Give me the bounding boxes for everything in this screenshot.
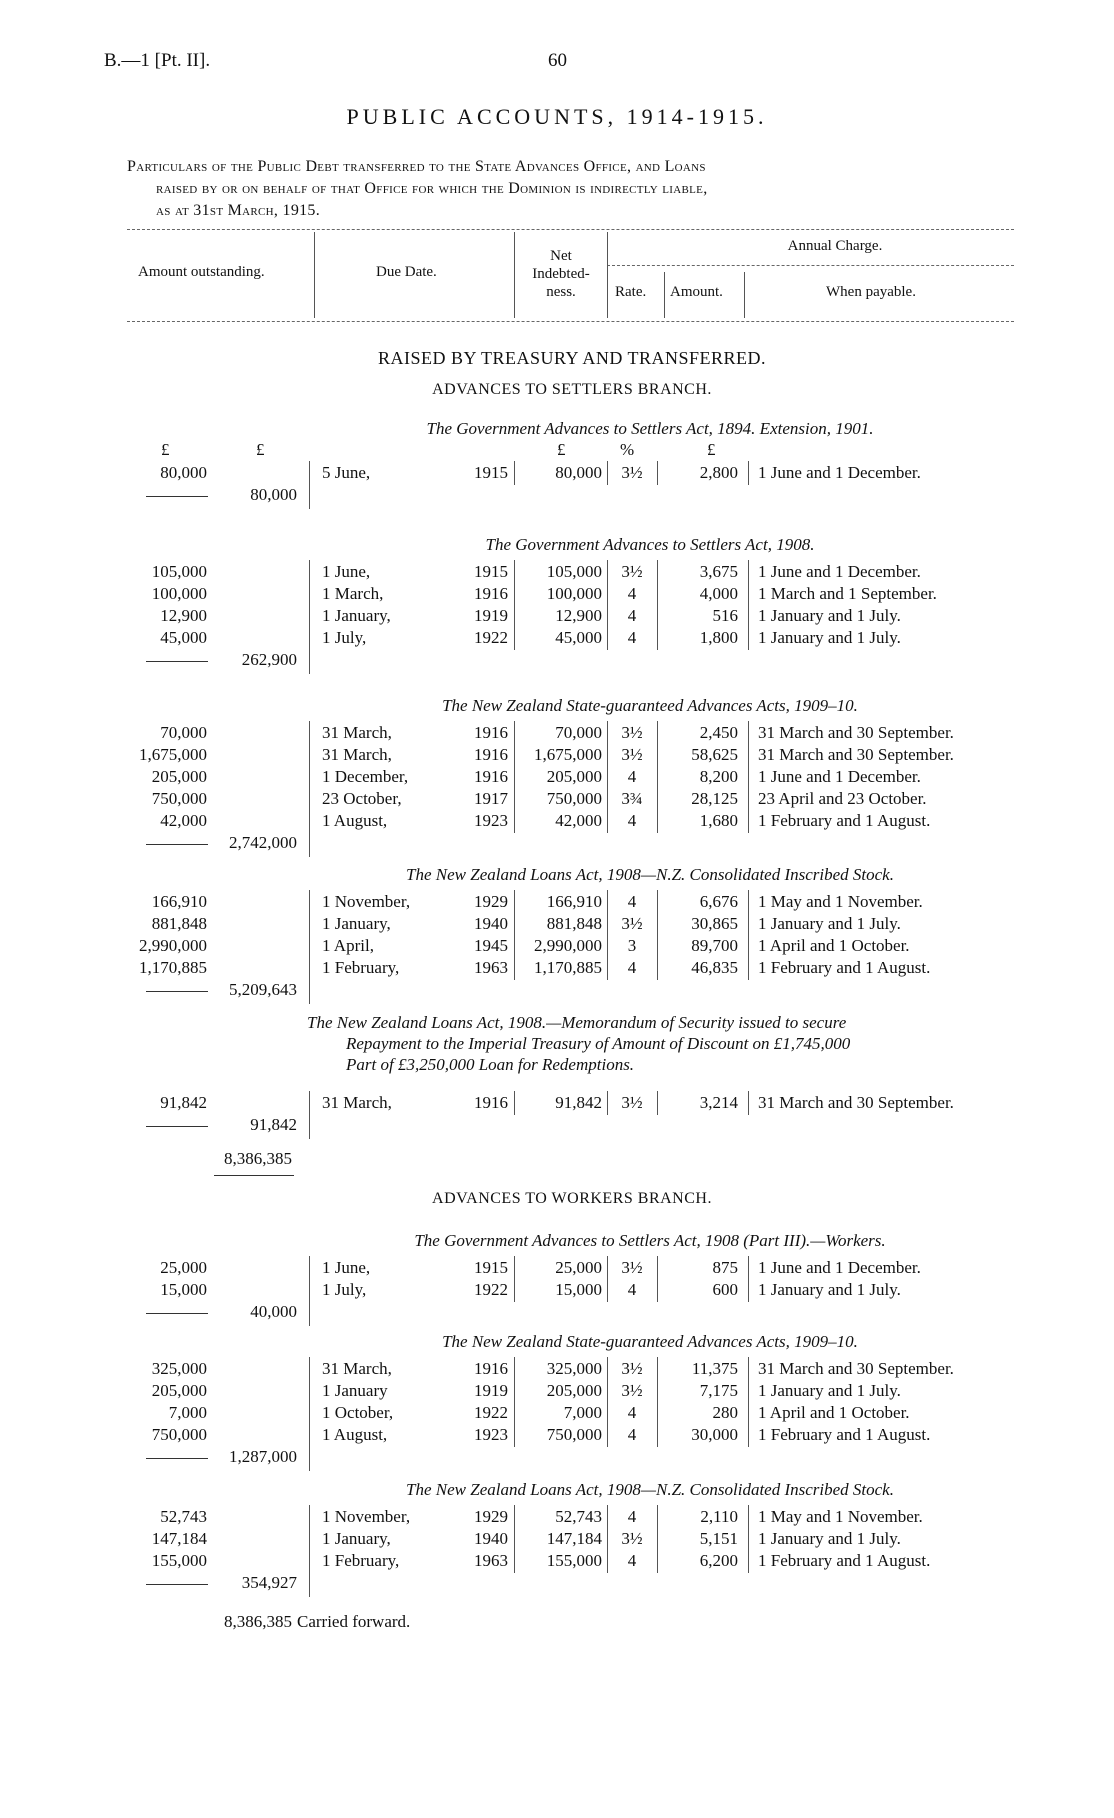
group-subtotal: 91,842 — [250, 1115, 297, 1134]
due-day: 1 January, — [322, 1529, 391, 1548]
column-rule — [748, 560, 749, 650]
interest-rate: 4 — [627, 628, 637, 647]
group-subtotal: 1,287,000 — [229, 1447, 297, 1466]
column-rule — [309, 1357, 310, 1471]
column-rule — [514, 1091, 515, 1115]
amount-outstanding: 881,848 — [151, 914, 207, 933]
column-rule — [657, 1256, 658, 1302]
when-payable: 23 April and 23 October. — [758, 789, 927, 808]
group-title: The Government Advances to Settlers Act, 1894. Extension, 1901. — [426, 419, 874, 438]
when-payable: 31 March and 30 September. — [758, 723, 954, 742]
due-day: 31 March, — [322, 723, 392, 742]
interest-rate: 4 — [627, 1507, 637, 1526]
group-title: Part of £3,250,000 Loan for Redemptions. — [346, 1055, 635, 1074]
due-year: 1922 — [474, 1280, 508, 1299]
total-rule — [214, 1175, 294, 1176]
interest-rate: 4 — [627, 1551, 637, 1570]
net-indebtedness: 881,848 — [546, 914, 602, 933]
carried-forward-amount: 8,386,385 — [224, 1612, 292, 1631]
due-year: 1922 — [474, 1403, 508, 1422]
net-indebtedness: 15,000 — [555, 1280, 602, 1299]
column-rule — [309, 721, 310, 857]
annual-charge-amount: 4,000 — [699, 584, 738, 603]
amount-outstanding: 750,000 — [151, 789, 207, 808]
due-year: 1919 — [474, 1381, 508, 1400]
due-day: 1 January, — [322, 914, 391, 933]
due-year: 1940 — [474, 914, 508, 933]
when-payable: 1 February and 1 August. — [758, 1425, 931, 1444]
unit-label: £ — [161, 440, 170, 459]
due-year: 1917 — [474, 789, 508, 808]
column-rule — [657, 560, 658, 650]
net-indebtedness: 205,000 — [546, 1381, 602, 1400]
net-indebtedness: 45,000 — [555, 628, 602, 647]
net-indebtedness: 2,990,000 — [534, 936, 602, 955]
header-divider — [664, 272, 665, 318]
amount-outstanding: 1,675,000 — [139, 745, 207, 764]
interest-rate: 3½ — [621, 463, 643, 482]
page-number: 60 — [548, 50, 567, 71]
due-day: 1 February, — [322, 958, 400, 977]
column-rule — [748, 1505, 749, 1573]
net-indebtedness: 25,000 — [555, 1258, 602, 1277]
net-indebtedness: 166,910 — [546, 892, 602, 911]
header-divider — [314, 232, 315, 318]
annual-charge-amount: 30,865 — [691, 914, 738, 933]
column-header-amount-charge: Amount. — [670, 284, 723, 300]
when-payable: 1 January and 1 July. — [758, 628, 901, 647]
when-payable: 1 June and 1 December. — [758, 1258, 921, 1277]
when-payable: 1 February and 1 August. — [758, 958, 931, 977]
branch-total: 8,386,385 — [224, 1149, 292, 1168]
subtotal-rule — [146, 1584, 208, 1585]
column-rule — [309, 1256, 310, 1326]
when-payable: 31 March and 30 September. — [758, 1359, 954, 1378]
annual-charge-amount: 6,200 — [699, 1551, 738, 1570]
carried-forward-label: Carried forward. — [297, 1612, 411, 1631]
due-year: 1916 — [474, 1093, 508, 1112]
due-year: 1915 — [474, 1258, 508, 1277]
amount-outstanding: 750,000 — [151, 1425, 207, 1444]
column-rule — [657, 890, 658, 980]
net-indebtedness: 12,900 — [555, 606, 602, 625]
annual-charge-amount: 3,675 — [699, 562, 738, 581]
annual-charge-amount: 280 — [712, 1403, 738, 1422]
annual-charge-amount: 2,110 — [700, 1507, 738, 1526]
due-day: 23 October, — [322, 789, 402, 808]
annual-charge-amount: 30,000 — [691, 1425, 738, 1444]
amount-outstanding: 105,000 — [151, 562, 207, 581]
annual-charge-amount: 89,700 — [691, 936, 738, 955]
interest-rate: 3 — [627, 936, 637, 955]
interest-rate: 4 — [627, 1403, 637, 1422]
annual-charge-amount: 600 — [712, 1280, 738, 1299]
annual-charge-amount: 28,125 — [691, 789, 738, 808]
unit-label: £ — [557, 440, 566, 459]
due-day: 1 June, — [322, 562, 371, 581]
net-indebtedness: 205,000 — [546, 767, 602, 786]
amount-outstanding: 15,000 — [160, 1280, 207, 1299]
amount-outstanding: 80,000 — [160, 463, 207, 482]
column-rule — [748, 1256, 749, 1302]
subtotal-rule — [146, 496, 208, 497]
column-rule — [748, 461, 749, 485]
header-divider — [607, 232, 608, 318]
column-header-due-date: Due Date. — [376, 264, 437, 280]
amount-outstanding: 100,000 — [151, 584, 207, 603]
amount-outstanding: 70,000 — [160, 723, 207, 742]
section-heading: RAISED BY TREASURY AND TRANSFERRED. — [377, 348, 767, 368]
amount-outstanding: 325,000 — [151, 1359, 207, 1378]
column-rule — [657, 461, 658, 485]
due-day: 31 March, — [322, 745, 392, 764]
column-rule — [657, 721, 658, 833]
subtotal-rule — [146, 661, 208, 662]
interest-rate: 3½ — [621, 1359, 643, 1378]
net-indebtedness: 91,842 — [555, 1093, 602, 1112]
subtotal-rule — [146, 1126, 208, 1127]
due-year: 1916 — [474, 723, 508, 742]
column-rule — [748, 721, 749, 833]
when-payable: 1 April and 1 October. — [758, 936, 910, 955]
column-rule — [657, 1505, 658, 1573]
column-rule — [607, 1505, 608, 1573]
net-indebtedness: 52,743 — [555, 1507, 602, 1526]
net-indebtedness: 1,675,000 — [534, 745, 602, 764]
due-year: 1945 — [474, 936, 508, 955]
interest-rate: 3½ — [621, 1093, 643, 1112]
when-payable: 1 January and 1 July. — [758, 1381, 901, 1400]
interest-rate: 4 — [627, 606, 637, 625]
annual-charge-amount: 58,625 — [691, 745, 738, 764]
document-reference: B.—1 [Pt. II]. — [104, 50, 211, 71]
annual-charge-amount: 11,375 — [691, 1359, 738, 1378]
amount-outstanding: 205,000 — [151, 1381, 207, 1400]
column-rule — [309, 461, 310, 509]
amount-outstanding: 2,990,000 — [139, 936, 207, 955]
due-day: 1 June, — [322, 1258, 371, 1277]
column-rule — [514, 890, 515, 980]
column-rule — [607, 721, 608, 833]
unit-label: £ — [707, 440, 716, 459]
due-day: 1 November, — [322, 1507, 411, 1526]
annual-charge-amount: 3,214 — [699, 1093, 738, 1112]
amount-outstanding: 155,000 — [151, 1551, 207, 1570]
due-year: 1923 — [474, 1425, 508, 1444]
column-header-rate: Rate. — [615, 284, 647, 300]
when-payable: 1 June and 1 December. — [758, 767, 921, 786]
when-payable: 31 March and 30 September. — [758, 745, 954, 764]
column-rule — [607, 1091, 608, 1115]
due-day: 1 July, — [322, 1280, 367, 1299]
annual-charge-amount: 875 — [712, 1258, 738, 1277]
column-header-amount: Amount outstanding. — [138, 264, 265, 280]
group-subtotal: 5,209,643 — [229, 980, 297, 999]
due-year: 1915 — [474, 463, 508, 482]
page-title: PUBLIC ACCOUNTS, 1914-1915. — [346, 104, 768, 129]
column-rule — [514, 560, 515, 650]
subtotal-rule — [146, 1313, 208, 1314]
net-indebtedness: 70,000 — [555, 723, 602, 742]
annual-charge-amount: 2,800 — [699, 463, 738, 482]
interest-rate: 4 — [627, 767, 637, 786]
annual-charge-amount: 8,200 — [699, 767, 738, 786]
column-rule — [309, 560, 310, 674]
interest-rate: 4 — [627, 811, 637, 830]
interest-rate: 4 — [627, 584, 637, 603]
column-rule — [657, 1357, 658, 1447]
header-divider — [514, 232, 515, 318]
due-year: 1916 — [474, 767, 508, 786]
when-payable: 1 February and 1 August. — [758, 811, 931, 830]
column-rule — [514, 1505, 515, 1573]
column-header-when-payable: When payable. — [826, 284, 916, 300]
interest-rate: 3½ — [621, 1381, 643, 1400]
subtitle-line-2: raised by or on behalf of that Office for which the Dominion is indirectly liable, — [156, 180, 708, 197]
due-day: 1 March, — [322, 584, 384, 603]
when-payable: 1 March and 1 September. — [758, 584, 937, 603]
column-rule — [514, 461, 515, 485]
due-day: 1 January, — [322, 606, 391, 625]
net-indebtedness: 750,000 — [546, 1425, 602, 1444]
amount-outstanding: 205,000 — [151, 767, 207, 786]
net-indebtedness: 42,000 — [555, 811, 602, 830]
interest-rate: 3½ — [621, 1258, 643, 1277]
column-rule — [607, 1357, 608, 1447]
due-day: 31 March, — [322, 1093, 392, 1112]
due-day: 1 November, — [322, 892, 411, 911]
due-year: 1922 — [474, 628, 508, 647]
column-rule — [748, 890, 749, 980]
column-rule — [748, 1091, 749, 1115]
due-year: 1915 — [474, 562, 508, 581]
annual-charge-amount: 46,835 — [691, 958, 738, 977]
annual-charge-amount: 1,800 — [699, 628, 738, 647]
due-day: 1 January — [322, 1381, 388, 1400]
interest-rate: 3¾ — [621, 789, 643, 808]
subtotal-rule — [146, 991, 208, 992]
net-indebtedness: 325,000 — [546, 1359, 602, 1378]
net-indebtedness: 155,000 — [546, 1551, 602, 1570]
group-subtotal: 40,000 — [250, 1302, 297, 1321]
group-title: The New Zealand Loans Act, 1908—N.Z. Consolidated Inscribed Stock. — [406, 865, 894, 884]
annual-charge-amount: 1,680 — [699, 811, 738, 830]
due-day: 1 October, — [322, 1403, 394, 1422]
interest-rate: 3½ — [621, 914, 643, 933]
interest-rate: 3½ — [621, 562, 643, 581]
group-subtotal: 2,742,000 — [229, 833, 297, 852]
net-indebtedness: 105,000 — [546, 562, 602, 581]
due-day: 1 December, — [322, 767, 409, 786]
amount-outstanding: 147,184 — [151, 1529, 207, 1548]
due-year: 1919 — [474, 606, 508, 625]
when-payable: 1 January and 1 July. — [758, 1280, 901, 1299]
net-indebtedness: 7,000 — [563, 1403, 602, 1422]
annual-charge-amount: 6,676 — [699, 892, 738, 911]
due-day: 1 August, — [322, 1425, 388, 1444]
due-year: 1923 — [474, 811, 508, 830]
interest-rate: 3½ — [621, 745, 643, 764]
amount-outstanding: 1,170,885 — [139, 958, 207, 977]
column-rule — [309, 890, 310, 1004]
interest-rate: 4 — [627, 958, 637, 977]
due-year: 1916 — [474, 745, 508, 764]
amount-outstanding: 91,842 — [160, 1093, 207, 1112]
net-indebtedness: 80,000 — [555, 463, 602, 482]
column-rule — [514, 1357, 515, 1447]
interest-rate: 4 — [627, 892, 637, 911]
due-year: 1929 — [474, 1507, 508, 1526]
column-rule — [514, 1256, 515, 1302]
due-day: 1 February, — [322, 1551, 400, 1570]
due-year: 1963 — [474, 1551, 508, 1570]
when-payable: 1 January and 1 July. — [758, 606, 901, 625]
group-title: Repayment to the Imperial Treasury of Amount of Discount on £1,745,000 — [346, 1034, 851, 1053]
group-subtotal: 80,000 — [250, 485, 297, 504]
net-indebtedness: 1,170,885 — [534, 958, 602, 977]
header-bottom-rule — [127, 321, 1014, 322]
due-day: 1 April, — [322, 936, 374, 955]
when-payable: 1 January and 1 July. — [758, 914, 901, 933]
due-year: 1940 — [474, 1529, 508, 1548]
group-title: The New Zealand State-guaranteed Advances Acts, 1909–10. — [442, 1332, 858, 1351]
column-header-net: ness. — [546, 284, 576, 300]
group-subtotal: 354,927 — [241, 1573, 297, 1592]
amount-outstanding: 7,000 — [168, 1403, 207, 1422]
column-rule — [657, 1091, 658, 1115]
due-year: 1963 — [474, 958, 508, 977]
unit-label: % — [620, 440, 635, 459]
column-header-net: Net — [550, 248, 572, 264]
interest-rate: 4 — [627, 1280, 637, 1299]
column-header-annual-charge: Annual Charge. — [787, 238, 883, 254]
when-payable: 1 May and 1 November. — [758, 892, 923, 911]
column-rule — [748, 1357, 749, 1447]
amount-outstanding: 45,000 — [160, 628, 207, 647]
column-rule — [309, 1505, 310, 1597]
amount-outstanding: 25,000 — [160, 1258, 207, 1277]
when-payable: 1 January and 1 July. — [758, 1529, 901, 1548]
group-title: The New Zealand Loans Act, 1908.—Memorandum of Security issued to secure — [307, 1013, 847, 1032]
group-title: The New Zealand Loans Act, 1908—N.Z. Consolidated Inscribed Stock. — [406, 1480, 894, 1499]
header-top-rule — [127, 229, 1014, 230]
due-year: 1916 — [474, 1359, 508, 1378]
column-header-net: Indebted- — [532, 266, 590, 282]
amount-outstanding: 12,900 — [160, 606, 207, 625]
unit-label: £ — [256, 440, 265, 459]
net-indebtedness: 147,184 — [546, 1529, 602, 1548]
net-indebtedness: 750,000 — [546, 789, 602, 808]
annual-charge-amount: 7,175 — [699, 1381, 738, 1400]
subtitle-line-3: as at 31st March, 1915. — [156, 202, 321, 219]
interest-rate: 4 — [627, 1425, 637, 1444]
group-title: The Government Advances to Settlers Act, 1908. — [485, 535, 815, 554]
when-payable: 31 March and 30 September. — [758, 1093, 954, 1112]
due-year: 1929 — [474, 892, 508, 911]
annual-charge-amount: 2,450 — [699, 723, 738, 742]
subtotal-rule — [146, 844, 208, 845]
annual-charge-rule — [607, 265, 1014, 266]
annual-charge-amount: 516 — [712, 606, 738, 625]
when-payable: 1 June and 1 December. — [758, 562, 921, 581]
when-payable: 1 May and 1 November. — [758, 1507, 923, 1526]
subtotal-rule — [146, 1458, 208, 1459]
net-indebtedness: 100,000 — [546, 584, 602, 603]
column-rule — [607, 1256, 608, 1302]
when-payable: 1 February and 1 August. — [758, 1551, 931, 1570]
amount-outstanding: 52,743 — [160, 1507, 207, 1526]
annual-charge-amount: 5,151 — [699, 1529, 738, 1548]
interest-rate: 3½ — [621, 1529, 643, 1548]
column-rule — [607, 560, 608, 650]
due-year: 1916 — [474, 584, 508, 603]
group-title: The Government Advances to Settlers Act, 1908 (Part III).—Workers. — [414, 1231, 886, 1250]
amount-outstanding: 166,910 — [151, 892, 207, 911]
due-day: 5 June, — [322, 463, 371, 482]
subtitle-line-1: Particulars of the Public Debt transferred to the State Advances Office, and Loans — [127, 158, 706, 175]
interest-rate: 3½ — [621, 723, 643, 742]
branch-heading: ADVANCES TO SETTLERS BRANCH. — [432, 381, 712, 398]
due-day: 1 July, — [322, 628, 367, 647]
column-rule — [607, 461, 608, 485]
when-payable: 1 April and 1 October. — [758, 1403, 910, 1422]
column-rule — [309, 1091, 310, 1139]
when-payable: 1 June and 1 December. — [758, 463, 921, 482]
header-divider — [744, 272, 745, 318]
group-title: The New Zealand State-guaranteed Advances Acts, 1909–10. — [442, 696, 858, 715]
due-day: 31 March, — [322, 1359, 392, 1378]
amount-outstanding: 42,000 — [160, 811, 207, 830]
due-day: 1 August, — [322, 811, 388, 830]
column-rule — [514, 721, 515, 833]
branch-heading: ADVANCES TO WORKERS BRANCH. — [432, 1190, 712, 1207]
column-rule — [607, 890, 608, 980]
group-subtotal: 262,900 — [241, 650, 297, 669]
